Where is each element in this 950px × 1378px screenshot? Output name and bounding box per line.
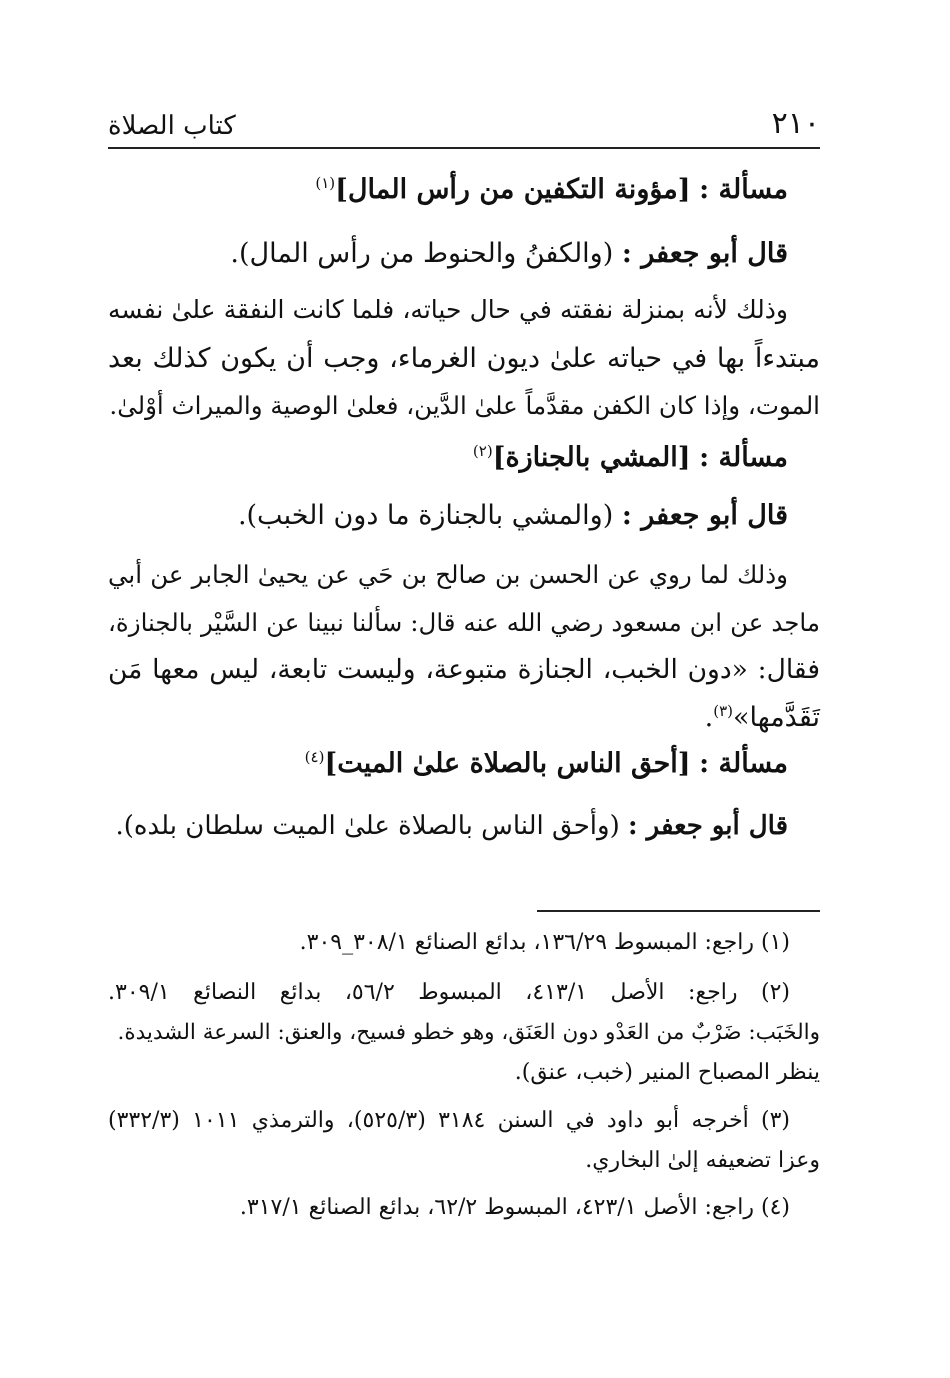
quote-text: (والكفنُ والحنوط من رأس المال).: [230, 238, 614, 269]
masala-heading-3: [108, 746, 788, 782]
masala-label: مسألة :: [699, 748, 788, 779]
footnote-2-line-2: والخَبَب: ضَرْبٌ من العَدْو دون العَنَق، وهو خطو فسيح، والعنق: السرعة الشديدة.: [117, 1020, 820, 1045]
quote-label: قال أبو جعفر :: [621, 238, 788, 269]
quote-label: قال أبو جعفر :: [621, 500, 788, 531]
masala-title: [المشي بالجنازة]: [492, 442, 691, 473]
footnote-1: (١) راجع: المبسوط ١٣٦/٢٩، بدائع الصنائع ٣٠٨/١_٣٠٩.: [299, 930, 790, 955]
masala-heading-1: [108, 172, 788, 208]
footnote-3-line-2: وعزا تضعيفه إلىٰ البخاري.: [585, 1148, 820, 1173]
footnote-2-line-1: (٢) راجع: الأصل ٤١٣/١، المبسوط ٥٦/٢، بدائع النصائع ٣٠٩/١.: [108, 980, 790, 1005]
quote-line-2: [108, 498, 788, 534]
quote-text: (والمشي بالجنازة ما دون الخبب).: [237, 500, 614, 531]
paragraph-1-line-3: الموت، وإذا كان الكفن مقدَّماً علىٰ الدَّين، فعلىٰ الوصية والميراث أوْلىٰ.: [109, 391, 820, 420]
period: .: [704, 702, 714, 733]
book-page: [108, 0, 820, 1378]
footnote-4: (٤) راجع: الأصل ٤٢٣/١، المبسوط ٦٢/٢، بدائع الصنائع ٣١٧/١.: [239, 1195, 790, 1220]
page-number: ٢١٠: [771, 106, 820, 141]
quote-line-1: [108, 236, 788, 272]
footnote-ref: (١): [315, 174, 336, 192]
paragraph-2-line-3: فقال: «دون الخبب، الجنازة متبوعة، وليست تابعة، ليس معها مَن: [108, 654, 820, 685]
paragraph-2-line-4: [108, 700, 820, 736]
footnote-ref: (٣): [713, 702, 733, 720]
masala-label: مسألة :: [699, 442, 788, 473]
footnote-ref: (٢): [472, 442, 493, 460]
header-rule: [108, 147, 820, 149]
page-header: [108, 104, 820, 148]
paragraph-2-line-2: ماجد عن ابن مسعود رضي الله عنه قال: سألنا نبينا عن السَّيْر بالجنازة،: [108, 608, 820, 637]
paragraph-1-line-2: مبتدءاً بها في حياته علىٰ ديون الغرماء، وجب أن يكون كذلك بعد: [108, 343, 820, 374]
paragraph-1-line-1: وذلك لأنه بمنزلة نفقته في حال حياته، فلما كانت النفقة علىٰ نفسه: [108, 295, 788, 324]
quote-text: (وأحق الناس بالصلاة علىٰ الميت سلطان بلده).: [115, 811, 620, 841]
footnote-2-line-3: ينظر المصباح المنير (خبب، عنق).: [514, 1060, 820, 1085]
hadith-end: تَقَدَّمها»: [733, 702, 820, 733]
masala-label: مسألة :: [699, 174, 788, 205]
masala-title: [مؤونة التكفين من رأس المال]: [335, 174, 691, 205]
quote-line-3: [108, 808, 788, 844]
paragraph-2-line-1: وذلك لما روي عن الحسن بن صالح بن حَي عن يحيىٰ الجابر عن أبي: [108, 560, 788, 589]
footnote-separator: [537, 910, 820, 912]
masala-title: [أحق الناس بالصلاة علىٰ الميت]: [324, 748, 691, 779]
footnote-3-line-1: (٣) أخرجه أبو داود في السنن ٣١٨٤ (٥٢٥/٣)، والترمذي ١٠١١ (٣٣٢/٣): [108, 1108, 791, 1133]
footnote-ref: (٤): [304, 748, 325, 766]
running-title: كتاب الصلاة: [108, 111, 236, 141]
masala-heading-2: [108, 440, 788, 476]
quote-label: قال أبو جعفر :: [628, 811, 788, 841]
